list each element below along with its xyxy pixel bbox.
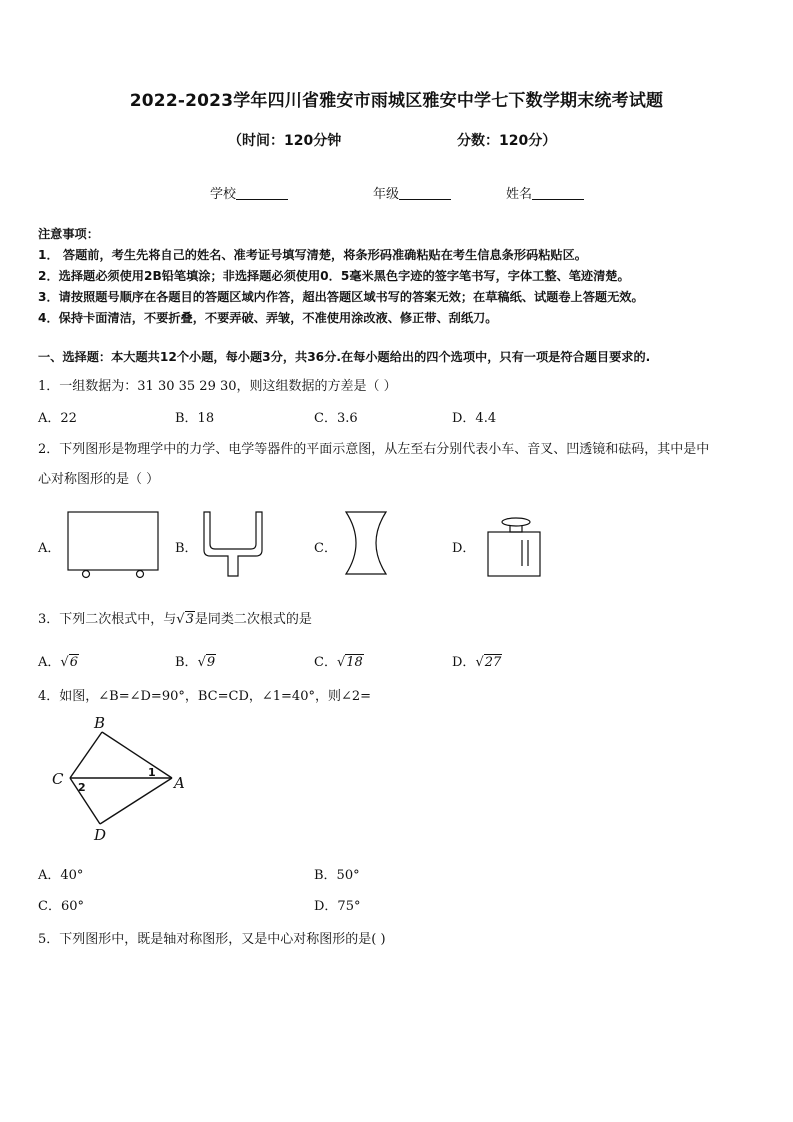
label-b: B (94, 714, 106, 732)
q2-option-d-label: D． (452, 541, 476, 556)
label-a: A (174, 774, 185, 792)
q3-option-c: C．√18 (314, 655, 363, 670)
q4-option-a: A．40° (38, 868, 84, 883)
notice-item: 1． 答题前，考生先将自己的姓名、准考证号填写清楚，将条形码准确粘贴在考生信息条形码粘贴区。 (38, 248, 587, 262)
school-blank (236, 185, 288, 200)
question-1-stem: 1．一组数据为：31 30 35 29 30，则这组数据的方差是（ ） (38, 379, 397, 394)
notice-item: 4．保持卡面清洁，不要折叠，不要弄破、弄皱，不准使用涂改液、修正带、刮纸刀。 (38, 311, 498, 325)
q3-option-d: D．√27 (452, 655, 502, 670)
q3-option-a-label: A． (38, 655, 61, 670)
name-blank (532, 185, 584, 200)
q4-option-c: C．60° (38, 899, 84, 914)
q1-option-d: D．4.4 (452, 411, 497, 426)
q1-option-c: C．3.6 (314, 411, 358, 426)
page-title: 2022-2023学年四川省雅安市雨城区雅安中学七下数学期末统考试题 (129, 91, 664, 111)
weight-figure (484, 510, 546, 580)
notice-heading: 注意事项： (38, 227, 99, 241)
school-field (210, 183, 288, 202)
q3-option-a: A．√6 (38, 655, 78, 670)
question-2-stem-line1: 2．下列图形是物理学中的力学、电学等器件的平面示意图，从左至右分别代表小车、音叉、凹透镜和砝码，其中是中 (38, 442, 710, 457)
angle-1-label: 1 (148, 766, 156, 779)
notice-item: 2．选择题必须使用2B铅笔填涂；非选择题必须使用0．5毫米黑色字迹的签字笔书写，字体工整、笔迹清楚。 (38, 269, 630, 283)
q3-option-c-value: 18 (346, 655, 363, 670)
q3-option-b: B．√9 (175, 655, 216, 670)
q3-stem-before: 3．下列二次根式中，与 (38, 612, 177, 627)
name-label: 姓名 (506, 187, 533, 202)
question-4-stem: 4．如图，∠B=∠D=90°，BC=CD，∠1=40°，则∠2= (38, 689, 372, 704)
label-d: D (94, 826, 107, 844)
q3-option-b-label: B． (175, 655, 198, 670)
question-5-stem: 5．下列图形中，既是轴对称图形，又是中心对称图形的是( ) (38, 932, 386, 947)
q3-option-a-value: 6 (69, 655, 78, 670)
notice-item: 3．请按照题号顺序在各题目的答题区域内作答，超出答题区域书写的答案无效；在草稿纸、试题卷上答题无效。 (38, 290, 644, 304)
grade-label: 年级 (373, 187, 400, 202)
q3-stem-radicand: 3 (185, 612, 194, 627)
q3-option-b-value: 9 (206, 655, 216, 670)
concave-lens-figure (342, 510, 392, 576)
school-label: 学校 (210, 187, 237, 202)
question-3-stem (38, 608, 312, 627)
tuning-fork-figure (200, 510, 270, 580)
grade-field (373, 183, 451, 202)
q1-option-a: A．22 (38, 411, 77, 426)
q3-stem-after: 是同类二次根式的是 (194, 612, 312, 627)
section-heading: 一、选择题：本大题共12个小题，每小题3分，共36分.在每小题给出的四个选项中，只有一项是符合题目要求的. (38, 350, 651, 364)
kite-figure (48, 712, 198, 852)
question-2-stem-line2: 心对称图形的是（ ） (38, 472, 160, 487)
sqrt-3: √3 (176, 612, 194, 627)
label-c: C (52, 770, 64, 788)
grade-blank (399, 185, 451, 200)
q2-option-a-label: A． (38, 541, 61, 556)
cart-figure (66, 510, 162, 580)
q3-option-d-label: D． (452, 655, 476, 670)
q4-option-d: D．75° (314, 899, 361, 914)
exam-score: 分数：120分） (457, 133, 557, 149)
q3-option-c-label: C． (314, 655, 337, 670)
name-field (506, 183, 584, 202)
q3-option-d-value: 27 (484, 655, 502, 670)
q2-option-b-label: B． (175, 541, 198, 556)
angle-2-label: 2 (78, 781, 86, 794)
q2-option-c-label: C． (314, 541, 337, 556)
q1-option-b: B．18 (175, 411, 215, 426)
exam-time: （时间：120分钟 (228, 133, 342, 149)
q4-option-b: B．50° (314, 868, 360, 883)
